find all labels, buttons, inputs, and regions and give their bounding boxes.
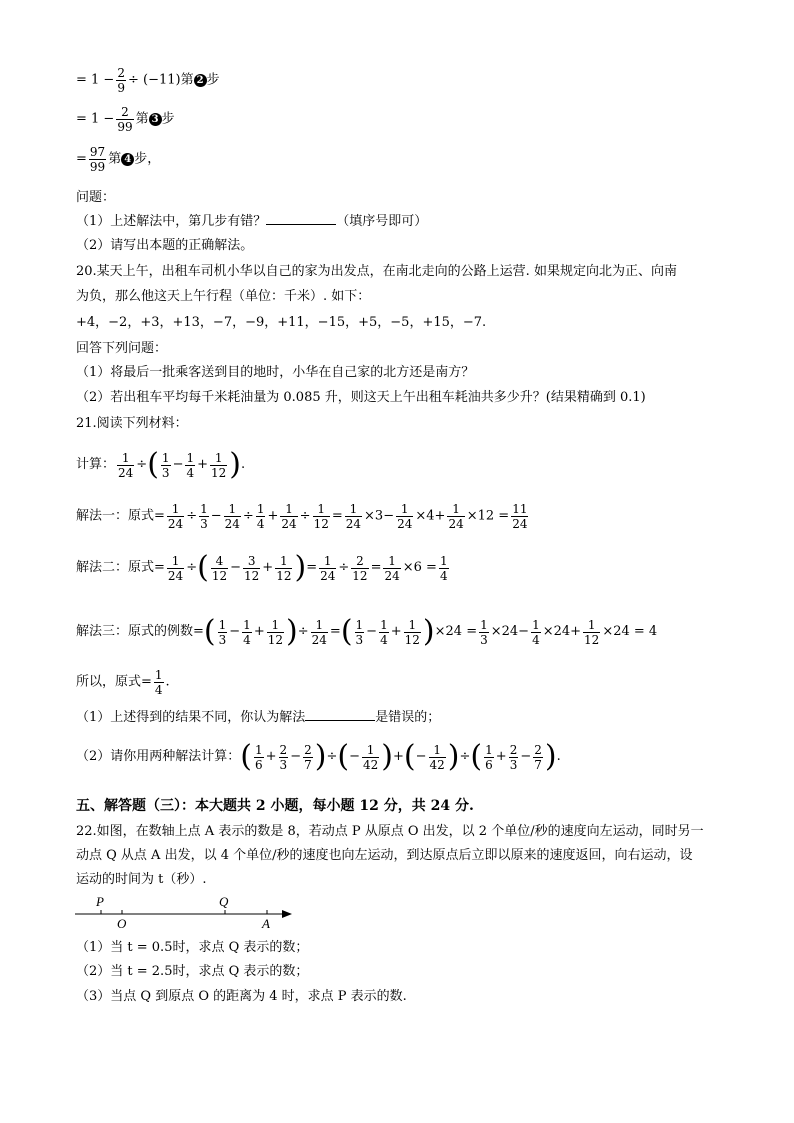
label-A: A xyxy=(262,916,270,931)
problem-21-question-1: （1）上述得到的结果不同，你认为解法 是错误的； xyxy=(76,710,441,725)
question-2: （2）请写出本题的正确解法。 xyxy=(76,238,254,253)
problem-20-question-1: （1）将最后一批乘客送到目的地时，小华在自己家的北方还是南方？ xyxy=(76,365,475,380)
answer-blank[interactable] xyxy=(266,212,336,225)
problem-21-question-2: （2）请你用两种解法计算：( $\frac{1}{6}$ + $\frac{2}{3}$ − $\frac{2}{7}$ )÷(− $\frac{1}{42}$ )+(− $\frac{1}{42}$ )÷( $\frac{1}{6}$ + $\frac{2}{3}$ − $\frac{2}{7}$ ). xyxy=(76,739,561,774)
method-1: 解法一：原式= $\frac{1}{24}$ ÷ $\frac{1}{3}$ − $\frac{1}{24}$ ÷ $\frac{1}{4}$ + $\frac{1}{24}$ ÷ $\frac{1}{12}$ = $\frac{1}{24}$ ×3− $\frac{1}{24}$ ×4+ $\frac{1}{24}$ ×12 = $\frac{11}{24}$ xyxy=(76,502,528,531)
question-label: 问题： xyxy=(76,190,116,205)
problem-20-line-1: 20.某天上午，出租车司机小华以自己的家为出发点，在南北走向的公路上运营. 如果规定向北为正、向南 xyxy=(76,264,677,279)
step-number-badge: 4 xyxy=(121,153,134,166)
problem-22-line-1: 22.如图，在数轴上点 A 表示的数是 8，若动点 P 从原点 O 出发，以 2 个单位/秒的速度向左运动，同时另一 xyxy=(76,824,704,839)
method-3: 解法三：原式的例数=( $\frac{1}{3}$ − $\frac{1}{4}$ + $\frac{1}{12}$ )÷ $\frac{1}{24}$ =( $\frac{1}{3}$ − $\frac{1}{4}$ + $\frac{1}{12}$ )×24 = $\frac{1}{3}$ ×24− $\frac{1}{4}$ ×24+ $\frac{1}{12}$ ×24 = 4 xyxy=(76,614,658,649)
problem-20-question-2: （2）若出租车平均每千米耗油量为 0.085 升，则这天上午出租车耗油共多少升？(结果精确到 0.1) xyxy=(76,390,646,405)
step-2-line: = 1 − $\frac{2}{9}$ ÷ (−11)第 2 步 xyxy=(76,66,220,95)
step-4-line: = $\frac{97}{99}$ 第 4 步， xyxy=(76,145,161,174)
step-number-badge: 3 xyxy=(149,113,162,126)
method-2: 解法二：原式= $\frac{1}{24}$ ÷( $\frac{4}{12}$ − $\frac{3}{12}$ + $\frac{1}{12}$ )= $\frac{1}{24}$ ÷ $\frac{2}{12}$ = $\frac{1}{24}$ ×6 = $\frac{1}{4}$ xyxy=(76,550,448,585)
problem-22-line-2: 动点 Q 从点 A 出发，以 4 个单位/秒的速度也向左运动，到达原点后立即以原来的速度返回，向右运动，设 xyxy=(76,848,693,863)
problem-22-line-3: 运动的时间为 t（秒）. xyxy=(76,872,207,887)
section-heading: 五、解答题（三）：本大题共 2 小题，每小题 12 分，共 24 分. xyxy=(76,798,474,814)
question-1: （1）上述解法中，第几步有错？ （填序号即可） xyxy=(76,214,428,229)
number-line-figure xyxy=(70,892,300,932)
arrow-icon xyxy=(282,910,292,918)
problem-22-question-3: （3）当点 Q 到原点 O 的距离为 4 时，求点 P 表示的数. xyxy=(76,989,407,1004)
step-number-badge: 2 xyxy=(194,74,207,87)
problem-22-question-2: （2）当 t = 2.5时，求点 Q 表示的数； xyxy=(76,964,309,979)
label-Q: Q xyxy=(219,894,229,909)
step-3-line: = 1 − $\frac{2}{99}$ 第 3 步 xyxy=(76,105,175,134)
label-O: O xyxy=(117,916,127,931)
problem-20-data: +4，−2，+3，+13，−7，−9，+11，−15，+5，−5，+15，−7. xyxy=(76,315,487,330)
problem-21-title: 21.阅读下列材料： xyxy=(76,416,188,431)
conclusion-line: 所以，原式= $\frac{1}{4}$ . xyxy=(76,668,170,697)
problem-20-line-2: 为负，那么他这天上午行程（单位：千米）. 如下： xyxy=(76,289,371,304)
label-P: P xyxy=(96,894,104,909)
answer-blank[interactable] xyxy=(305,708,375,721)
problem-22-question-1: （1）当 t = 0.5时，求点 Q 表示的数； xyxy=(76,940,309,955)
problem-20-answer-label: 回答下列问题： xyxy=(76,341,168,356)
calc-expression: 计算： $\frac{1}{24}$ ÷( $\frac{1}{3}$ − $\frac{1}{4}$ + $\frac{1}{12}$ ). xyxy=(76,447,246,482)
